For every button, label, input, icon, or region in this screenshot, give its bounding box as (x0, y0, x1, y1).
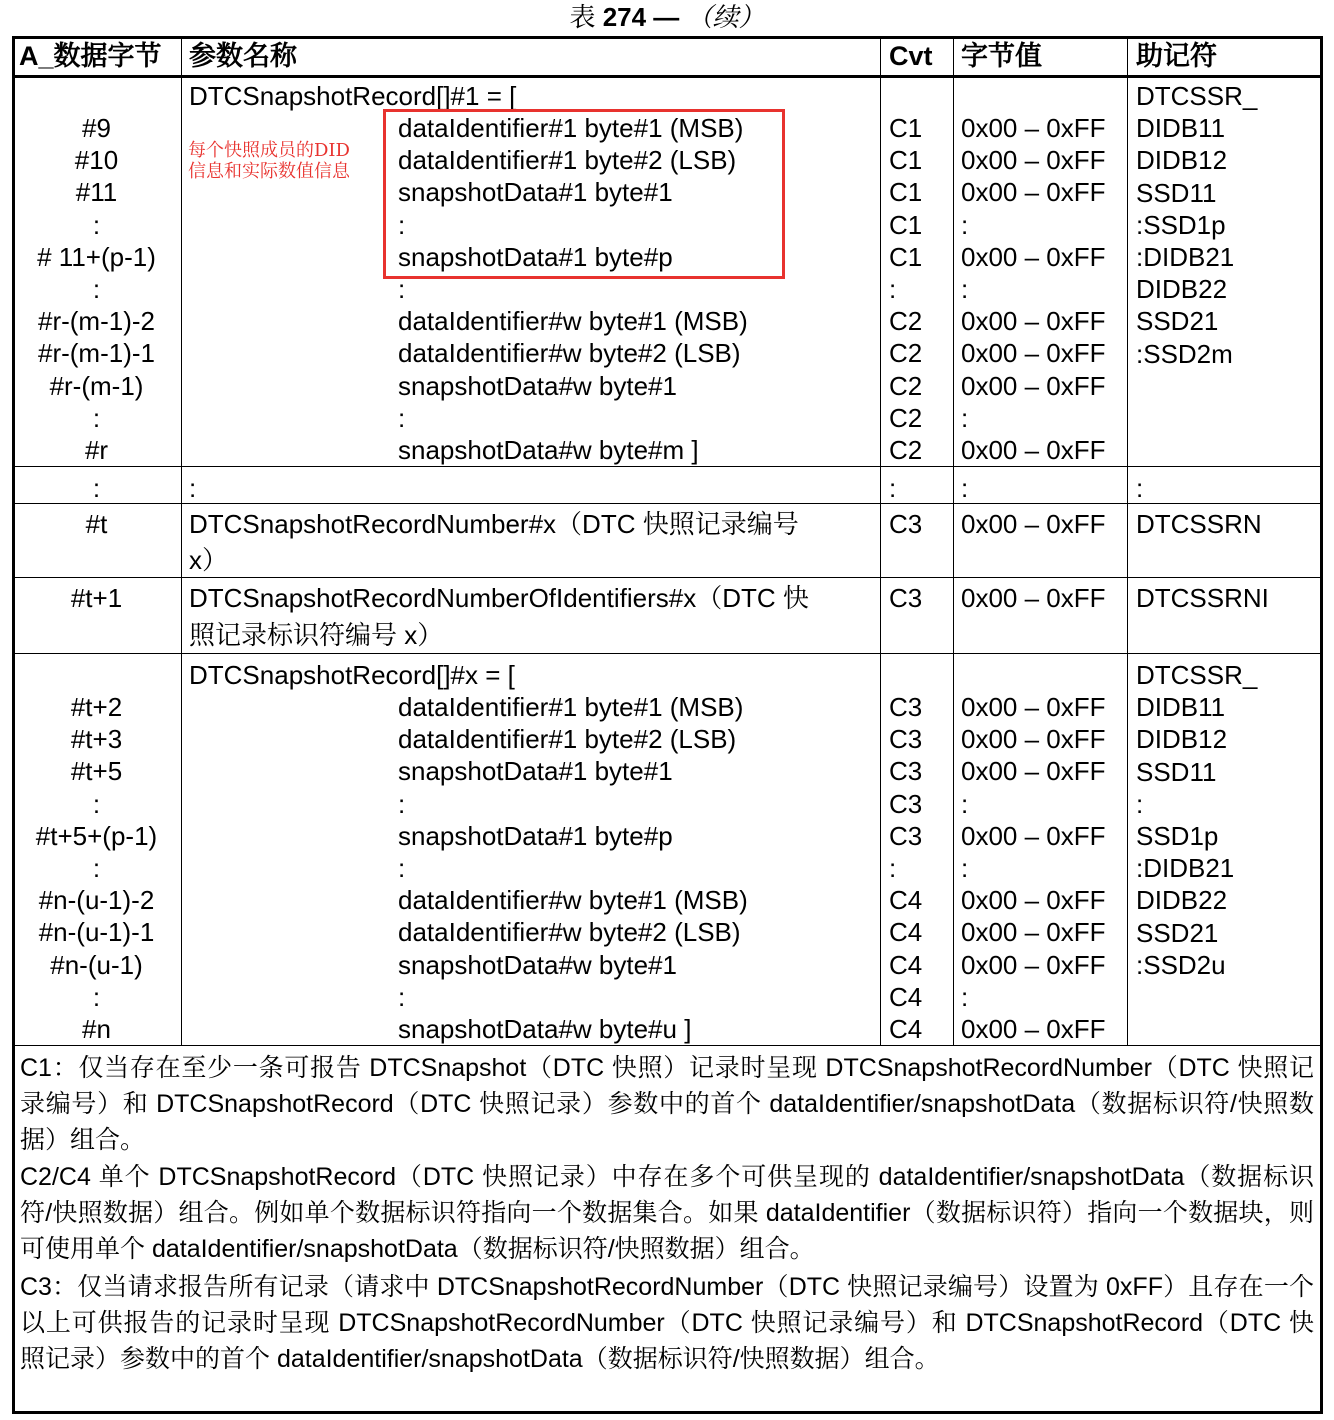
cvt-cell: C1 (889, 177, 923, 208)
note-c2-c4: C2/C4 单个 DTCSnapshotRecord（DTC 快照记录）中存在多个可供呈现的 dataIdentifier/snapshotData（数据标识符/快照数据）组合。例如单个数据标识符指向一个数据集合。如果 dataIdentifier（数据标识符）指向一个数据块，则可使用单个 dataIdentifier/snapshotData（数据标识符/快照数据）组合。 (20, 1163, 1314, 1263)
mnemonic-cell: DTCSSR_ (1136, 660, 1258, 690)
byte-offset-cell: # 11+(p-1) (37, 241, 156, 272)
highlight-box (383, 109, 785, 279)
parameter-cell: snapshotData#1 byte#1 (398, 756, 673, 787)
byte-offset-cell: #t+5+(p-1) (35, 820, 158, 851)
ellipsis-mnemonic: : (1136, 473, 1144, 503)
parameter-cell: snapshotData#w byte#1 (398, 370, 677, 401)
cvt-cell: C4 (889, 949, 923, 980)
row-t1-byte: #t+1 (70, 583, 123, 613)
byte-offset-cell: #r-(m-1)-2 (38, 306, 155, 337)
byte-offset-cell: : (92, 274, 101, 304)
byte-value-cell: 0x00 – 0xFF (961, 949, 1106, 980)
byte-value-cell: 0x00 – 0xFF (961, 435, 1106, 465)
parameter-cell: dataIdentifier#w byte#1 (MSB) (398, 306, 748, 337)
parameter-cell: snapshotData#w byte#u ] (398, 1014, 692, 1044)
parameter-cell: dataIdentifier#1 byte#2 (LSB) (398, 724, 737, 755)
parameter-cell: snapshotData#1 byte#1 (398, 177, 673, 208)
row-t-value: 0x00 – 0xFF (961, 509, 1106, 539)
byte-offset-cell: #n-(u-1)-1 (38, 917, 155, 948)
parameter-cell: dataIdentifier#1 byte#1 (MSB) (398, 113, 744, 143)
byte-value-cell: 0x00 – 0xFF (961, 1014, 1106, 1044)
mnemonic-cell: SSD1p (1136, 821, 1219, 851)
parameter-cell: snapshotData#1 byte#p (398, 241, 673, 272)
byte-value-cell: 0x00 – 0xFF (961, 177, 1106, 208)
cvt-cell: C4 (889, 1014, 923, 1044)
caption-number: 274 — (602, 2, 680, 32)
byte-value-cell: 0x00 – 0xFF (961, 113, 1106, 143)
byte-value-cell: : (961, 274, 969, 304)
column-rule (181, 36, 182, 1046)
parameter-cell: : (398, 274, 406, 304)
annotation-line: 信息和实际数值信息 (188, 161, 350, 182)
cvt-cell: C4 (889, 917, 923, 948)
header-mnemonic: 助记符 (1136, 41, 1217, 71)
cvt-cell: C3 (889, 692, 923, 722)
parameter-cell: dataIdentifier#w byte#2 (LSB) (398, 917, 741, 948)
byte-offset-cell: #10 (74, 145, 119, 176)
row-t-mnemonic: DTCSSRN (1136, 509, 1262, 539)
byte-value-cell: 0x00 – 0xFF (961, 820, 1106, 851)
parameter-cell: dataIdentifier#w byte#2 (LSB) (398, 338, 741, 369)
mnemonic-cell: :SSD2m (1136, 338, 1233, 369)
byte-value-cell: : (961, 981, 969, 1012)
row-t-cvt: C3 (889, 509, 923, 539)
byte-value-cell: 0x00 – 0xFF (961, 241, 1106, 272)
cvt-cell: C4 (889, 981, 923, 1012)
annotation-line: 每个快照成员的DID (188, 140, 350, 161)
byte-offset-cell: : (92, 981, 101, 1012)
row-t1-value: 0x00 – 0xFF (961, 583, 1106, 613)
byte-value-cell: : (961, 209, 969, 240)
cvt-cell: C1 (889, 113, 923, 143)
mnemonic-cell: DIDB12 (1136, 724, 1228, 755)
header-param: 参数名称 (189, 41, 297, 71)
byte-value-cell: 0x00 – 0xFF (961, 692, 1106, 722)
parameter-cell: : (398, 209, 406, 240)
mnemonic-cell: DIDB11 (1136, 113, 1226, 144)
mnemonic-cell: :DIDB21 (1136, 242, 1235, 272)
parameter-cell: snapshotData#w byte#1 (398, 949, 677, 980)
column-rule (880, 36, 881, 1046)
cvt-cell: C2 (889, 370, 923, 401)
cvt-cell: C2 (889, 435, 923, 465)
column-rule (953, 36, 954, 1046)
header-value: 字节值 (961, 41, 1042, 71)
byte-value-cell: : (961, 788, 969, 819)
mnemonic-cell: DIDB11 (1136, 692, 1226, 723)
ellipsis-value: : (961, 473, 969, 503)
row-t1-cvt: C3 (889, 583, 923, 613)
byte-value-cell: 0x00 – 0xFF (961, 885, 1106, 916)
mnemonic-cell: DIDB12 (1136, 145, 1228, 176)
cvt-cell: C2 (889, 306, 923, 337)
mnemonic-cell: SSD11 (1136, 756, 1217, 787)
byte-offset-cell: : (92, 402, 101, 433)
row-t1-param: DTCSnapshotRecordNumberOfIdentifiers#x（DTC 快 (189, 583, 809, 613)
cvt-cell: C2 (889, 402, 923, 433)
row-t-byte: #t (85, 509, 108, 539)
byte-value-cell: : (961, 853, 969, 883)
byte-value-cell: 0x00 – 0xFF (961, 917, 1106, 948)
group2-title: DTCSnapshotRecord[]#x = [ (189, 660, 515, 690)
header-cvt: Cvt (889, 41, 933, 71)
cvt-cell: C3 (889, 724, 923, 755)
mnemonic-cell: :DIDB21 (1136, 853, 1235, 884)
cvt-cell: : (889, 274, 897, 304)
row-t-param-cont: x） (189, 545, 229, 575)
mnemonic-cell: :SSD1p (1136, 209, 1226, 240)
cvt-cell: C1 (889, 145, 923, 176)
row-t1-mnemonic: DTCSSRNI (1136, 583, 1269, 613)
byte-offset-cell: #t+2 (70, 692, 123, 722)
byte-value-cell: 0x00 – 0xFF (961, 338, 1106, 369)
byte-value-cell: 0x00 – 0xFF (961, 756, 1106, 787)
column-rule (1127, 36, 1128, 1046)
byte-offset-cell: #n-(u-1)-2 (38, 885, 155, 916)
parameter-cell: snapshotData#w byte#m ] (398, 435, 699, 465)
ellipsis-byte: : (92, 473, 101, 503)
cvt-cell: C4 (889, 885, 923, 916)
cvt-cell: C1 (889, 241, 923, 272)
cvt-cell: C1 (889, 209, 923, 240)
byte-offset-cell: #t+5 (70, 756, 123, 787)
parameter-cell: : (398, 981, 406, 1012)
byte-offset-cell: #r-(m-1)-1 (38, 338, 155, 369)
mnemonic-cell: :SSD2u (1136, 949, 1226, 980)
ellipsis-cvt: : (889, 473, 897, 503)
byte-offset-cell: #r-(m-1) (49, 370, 144, 401)
cvt-cell: C3 (889, 820, 923, 851)
mnemonic-cell: SSD21 (1136, 306, 1219, 337)
byte-value-cell: : (961, 402, 969, 433)
mnemonic-cell: DTCSSR_ (1136, 81, 1258, 111)
parameter-cell: : (398, 788, 406, 819)
mnemonic-cell: SSD21 (1136, 917, 1219, 948)
parameter-cell: : (398, 402, 406, 433)
parameter-cell: dataIdentifier#1 byte#1 (MSB) (398, 692, 744, 722)
byte-offset-cell: #n-(u-1) (50, 949, 143, 980)
caption-prefix: 表 (569, 2, 596, 32)
parameter-cell: dataIdentifier#w byte#1 (MSB) (398, 885, 748, 916)
byte-offset-cell: #n (82, 1014, 111, 1044)
ellipsis-param: : (189, 473, 197, 503)
byte-offset-cell: : (92, 209, 101, 240)
caption-continued: （续） (686, 3, 765, 33)
mnemonic-cell: : (1136, 788, 1144, 819)
cvt-cell: C3 (889, 756, 923, 787)
byte-offset-cell: #11 (75, 177, 118, 208)
mnemonic-cell: DIDB22 (1136, 274, 1228, 305)
byte-offset-cell: #t+3 (70, 724, 123, 755)
note-c1: C1：仅当存在至少一条可报告 DTCSnapshot（DTC 快照）记录时呈现 DTCSnapshotRecordNumber（DTC 快照记录编号）和 DTCSnapshotRecord（DTC 快照记录）参数中的首个 dataIdentifier/snapshotData（数据标识符/快照数据）组合。 (20, 1054, 1314, 1154)
parameter-cell: dataIdentifier#1 byte#2 (LSB) (398, 145, 737, 176)
group1-title: DTCSnapshotRecord[]#1 = [ (189, 81, 517, 111)
cvt-cell: C2 (889, 338, 923, 369)
note-c3: C3：仅当请求报告所有记录（请求中 DTCSnapshotRecordNumber（DTC 快照记录编号）设置为 0xFF）且存在一个以上可供报告的记录时呈现 DTCSnapshotRecordNumber（DTC 快照记录编号）和 DTCSnapshotRecord（DTC 快照记录）参数中的首个 dataIdentifier/snapshotData（数据标识符/快照数据）组合。 (20, 1273, 1314, 1373)
byte-offset-cell: : (92, 853, 101, 883)
byte-value-cell: 0x00 – 0xFF (961, 370, 1106, 401)
mnemonic-cell: SSD11 (1136, 177, 1217, 208)
row-t1-param-cont: 照记录标识符编号 x） (189, 620, 444, 650)
row-t-param: DTCSnapshotRecordNumber#x（DTC 快照记录编号 (189, 509, 799, 539)
byte-value-cell: 0x00 – 0xFF (961, 724, 1106, 755)
byte-value-cell: 0x00 – 0xFF (961, 145, 1106, 176)
byte-offset-cell: : (92, 788, 101, 819)
byte-value-cell: 0x00 – 0xFF (961, 306, 1106, 337)
table-caption (0, 0, 1334, 35)
annotation-note (188, 140, 350, 182)
parameter-cell: snapshotData#1 byte#p (398, 820, 673, 851)
header-byte: A_数据字节 (19, 41, 162, 71)
mnemonic-cell: DIDB22 (1136, 885, 1228, 916)
parameter-cell: : (398, 853, 406, 883)
cvt-cell: C3 (889, 788, 923, 819)
byte-offset-cell: #r (84, 435, 109, 465)
byte-offset-cell: #9 (82, 113, 111, 143)
cvt-cell: : (889, 853, 897, 883)
